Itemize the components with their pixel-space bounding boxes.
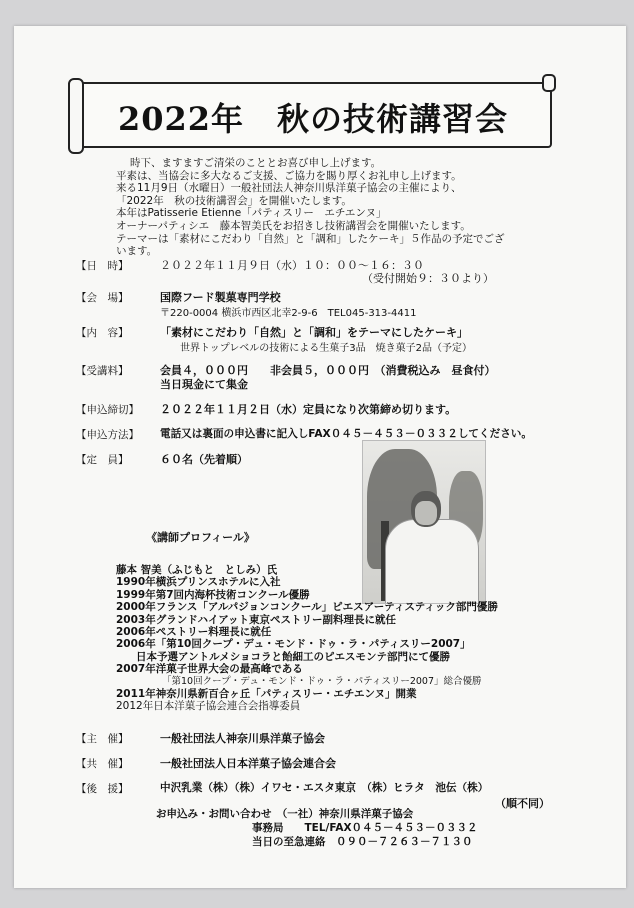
fee-value: 会員４，０００円 非会員５，０００円 （消費税込み 昼食付）: [160, 364, 496, 377]
intro-line: 来る11月9日（水曜日）一般社団法人神奈川県洋菓子協会の主催により、: [116, 182, 462, 195]
profile-line: 2007年洋菓子世界大会の最高峰である: [116, 663, 303, 676]
support-label: 【後 援】: [76, 783, 129, 795]
capacity-value: ６０名（先着順）: [160, 453, 248, 466]
instructor-name: 藤本 智美（ふじもと としみ）氏: [116, 564, 278, 576]
profile-line: 2012年日本洋菓子協会連合会指導委員: [116, 700, 301, 713]
method-label: 【申込方法】: [76, 429, 139, 441]
fee-label: 【受講料】: [76, 365, 129, 377]
venue-name: 国際フード製菓専門学校: [160, 291, 281, 304]
intro-line: テーマーは「素材にこだわり「自然」と「調和」したケーキ」５作品の予定でござ: [116, 232, 505, 245]
profile-line: 2000年フランス「アルパジョンコンクール」ピエスアーティスティック部門優勝: [116, 601, 498, 614]
host-label: 【主 催】: [76, 733, 129, 745]
co-host-value: 一般社団法人日本洋菓子協会連合会: [160, 757, 336, 770]
intro-line: 「2022年 秋の技術講習会」を開催いたします。: [116, 194, 352, 207]
profile-heading: 《講師プロフィール》: [146, 531, 255, 544]
content-label: 【内 容】: [76, 327, 129, 339]
profile-line: 2011年神奈川県新百合ヶ丘「パティスリー・エチエンヌ」開業: [116, 688, 417, 701]
date-value: ２０２２年１１月９日（水）１０：００～１６：３０: [160, 259, 424, 272]
date-note: （受付開始９：３０より）: [362, 272, 494, 285]
intro-line: 時下、ますますご清栄のこととお喜び申し上げます。: [130, 157, 382, 169]
capacity-label: 【定 員】: [76, 454, 129, 466]
intro-text: [116, 157, 556, 258]
intro-line: います。: [116, 245, 158, 258]
fee-note: 当日現金にて集金: [160, 378, 248, 391]
support-note: （順不同）: [495, 797, 550, 810]
page-title: 2022年 秋の技術講習会: [117, 100, 509, 138]
date-label: 【日 時】: [76, 260, 129, 272]
profile-line: 日本予選アントルメショコラと飴細工のピエスモンテ部門にて優勝: [136, 650, 451, 663]
host-value: 一般社団法人神奈川県洋菓子協会: [160, 732, 325, 745]
profile-line: 1990年横浜プリンスホテルに入社: [116, 576, 281, 589]
profile-line: 2003年グランドハイアット東京ペストリー副料理長に就任: [116, 613, 396, 626]
venue-address: 〒220-0004 横浜市西区北幸2-9-6 TEL045-313-4411: [160, 308, 417, 319]
intro-line: 本年はPatisserie Etienne「パティスリー エチエンヌ」: [116, 207, 387, 220]
method-value: 電話又は裏面の申込書に記入しFAX０４５－４５３－０３３２してください。: [160, 428, 532, 440]
support-value: 中沢乳業（株）（株）イワセ・エスタ東京 （株）ヒラタ 池伝（株）: [160, 782, 489, 794]
intro-line: オーナーパティシエ 藤本智美氏をお招きし技術講習会を開催いたします。: [116, 219, 471, 232]
contact-line: 当日の至急連絡 ０９０－７２６３－７１３０: [252, 836, 473, 848]
contact-line: 事務局 TEL/FAX０４５－４５３－０３３２: [252, 822, 478, 834]
title-banner: [74, 82, 552, 148]
co-host-label: 【共 催】: [76, 758, 129, 770]
profile-line: 2006年「第10回クープ・デュ・モンド・ドゥ・ラ・パティスリー2007」: [116, 638, 471, 651]
profile-list: [116, 564, 498, 713]
venue-label: 【会 場】: [76, 292, 129, 304]
contact-line: お申込み・お問い合わせ （一社）神奈川県洋菓子協会: [156, 808, 414, 820]
content-value: 「素材にこだわり「自然」と「調和」をテーマにしたケーキ」: [160, 326, 468, 339]
content-note: 世界トップレベルの技術による生菓子3品 焼き菓子2品（予定）: [180, 343, 473, 354]
deadline-label: 【申込締切】: [76, 404, 139, 416]
deadline-value: ２０２２年１１月２日（水）定員になり次第締め切ります。: [160, 403, 457, 416]
profile-line: 2006年ペストリー料理長に就任: [116, 626, 272, 639]
intro-line: 平素は、当協会に多大なるご支援、ご協力を賜り厚くお礼申し上げます。: [116, 169, 462, 182]
scroll-curl-right: [542, 74, 556, 92]
profile-line: 「第10回クープ・デュ・モンド・ドゥ・ラ・パティスリー2007」総合優勝: [162, 675, 482, 687]
profile-line: 1999年第7回内海杯技術コンクール優勝: [116, 588, 310, 601]
